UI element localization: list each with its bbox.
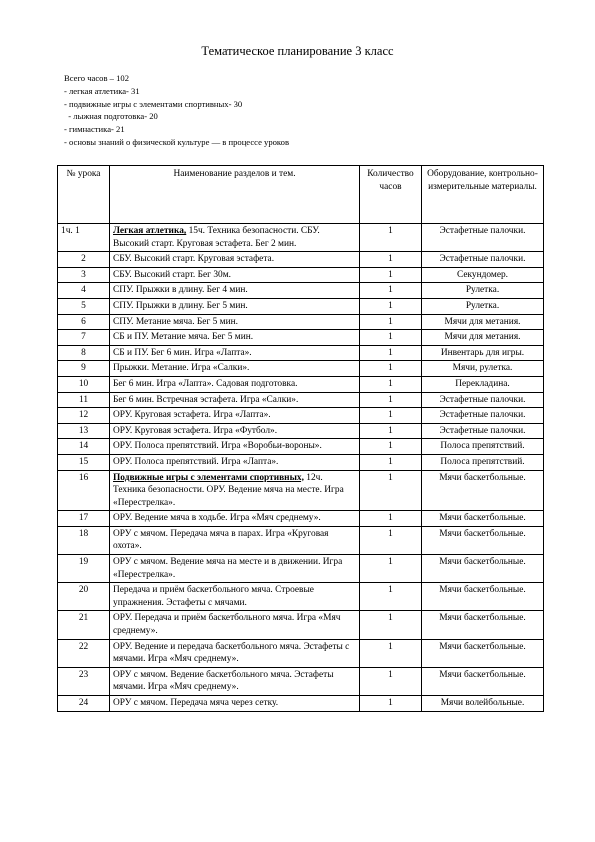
lesson-topic: ОРУ. Ведение и передача баскетбольного мяча. Эстафеты с мячами. Игра «Мяч среднему». <box>113 641 350 665</box>
lesson-hours: 1 <box>360 267 422 283</box>
table-row <box>58 439 544 455</box>
lesson-topic-cell <box>110 408 360 424</box>
lesson-number: 6 <box>58 314 110 330</box>
lesson-topic: ОРУ с мячом. Передача мяча в парах. Игра «Круговая охота». <box>113 528 329 552</box>
lesson-equipment: Мячи баскетбольные. <box>422 583 544 611</box>
lesson-hours: 1 <box>360 314 422 330</box>
lesson-equipment: Эстафетные палочки. <box>422 392 544 408</box>
lesson-equipment: Мячи баскетбольные. <box>422 470 544 511</box>
lesson-topic: ОРУ. Ведение мяча в ходьбе. Игра «Мяч среднему». <box>113 513 321 524</box>
lesson-equipment: Мячи баскетбольные. <box>422 639 544 667</box>
lesson-hours: 1 <box>360 583 422 611</box>
lesson-number: 19 <box>58 555 110 583</box>
table-row <box>58 224 544 252</box>
lesson-topic-cell <box>110 454 360 470</box>
lesson-topic-cell <box>110 696 360 712</box>
lesson-hours: 1 <box>360 639 422 667</box>
lesson-number: 16 <box>58 470 110 511</box>
lesson-number: 21 <box>58 611 110 639</box>
table-row <box>58 345 544 361</box>
section-hours: 12ч. <box>306 472 323 483</box>
lesson-hours: 1 <box>360 361 422 377</box>
lesson-topic-cell <box>110 555 360 583</box>
section-hours: 15ч. <box>188 226 206 236</box>
lesson-topic-cell <box>110 423 360 439</box>
lesson-equipment: Мячи, рулетка. <box>422 361 544 377</box>
lesson-hours: 1 <box>360 283 422 299</box>
lesson-equipment: Эстафетные палочки. <box>422 423 544 439</box>
lesson-equipment: Мячи для метания. <box>422 330 544 346</box>
lesson-hours: 1 <box>360 454 422 470</box>
lesson-equipment: Эстафетные палочки. <box>422 408 544 424</box>
table-row <box>58 667 544 695</box>
lesson-topic: ОРУ с мячом. Ведение мяча на месте и в движении. Игра «Перестрелка». <box>113 557 343 580</box>
lesson-topic: СПУ. Метание мяча. Бег 5 мин. <box>113 316 238 327</box>
table-row <box>58 611 544 639</box>
table-row <box>58 526 544 554</box>
summary-item: - подвижные игры с элементами спортивных- 30 <box>64 98 243 109</box>
header-topic: Наименование разделов и тем. <box>110 166 360 224</box>
lesson-equipment: Мячи баскетбольные. <box>422 667 544 695</box>
table-row <box>58 376 544 392</box>
lesson-number: 17 <box>58 511 110 527</box>
lesson-topic: СБУ. Высокий старт. Бег 30м. <box>113 269 231 280</box>
lesson-topic: СПУ. Прыжки в длину. Бег 5 мин. <box>113 300 248 311</box>
section-title: Легкая атлетика, <box>113 226 187 236</box>
lesson-number: 15 <box>58 454 110 470</box>
lesson-topic-cell <box>110 267 360 283</box>
table-row <box>58 298 544 314</box>
table-row <box>58 555 544 583</box>
lesson-topic-cell <box>110 330 360 346</box>
lesson-topic: ОРУ. Передача и приём баскетбольного мяча. Игра «Мяч среднему». <box>113 613 341 637</box>
lesson-topic: ОРУ с мячом. Ведение баскетбольного мяча. Эстафеты мячами. Игра «Мяч среднему». <box>113 669 334 693</box>
lesson-number: 1ч. 1 <box>58 224 110 252</box>
summary-item: - лыжная подготовка- 20 <box>64 111 158 122</box>
section-title: Подвижные игры с элементами спортивных, <box>113 472 304 483</box>
table-row <box>58 423 544 439</box>
lesson-number: 11 <box>58 392 110 408</box>
lesson-number: 24 <box>58 696 110 712</box>
lesson-equipment: Мячи баскетбольные. <box>422 526 544 554</box>
lesson-number: 18 <box>58 526 110 554</box>
table-row <box>58 470 544 511</box>
lesson-equipment: Полоса препятствий. <box>422 454 544 470</box>
table-row <box>58 696 544 712</box>
lesson-hours: 1 <box>360 611 422 639</box>
table-row <box>58 267 544 283</box>
lesson-topic: ОРУ с мячом. Передача мяча через сетку. <box>113 698 279 708</box>
lesson-equipment: Мячи баскетбольные. <box>422 511 544 527</box>
lesson-hours: 1 <box>360 511 422 527</box>
summary-total: Всего часов – 102 <box>64 73 130 83</box>
table-row <box>58 511 544 527</box>
lesson-equipment: Мячи волейбольные. <box>422 696 544 712</box>
header-equipment: Оборудование, контрольно-измерительные материалы. <box>422 166 544 224</box>
lesson-number: 22 <box>58 639 110 667</box>
table-header-row <box>58 166 544 224</box>
lesson-topic-cell <box>110 345 360 361</box>
lesson-equipment: Перекладина. <box>422 376 544 392</box>
summary-item: - основы знаний о физической культуре — в процессе уроков <box>64 136 290 147</box>
table-row <box>58 252 544 268</box>
table-row <box>58 454 544 470</box>
lesson-topic-cell <box>110 583 360 611</box>
table-row <box>58 283 544 299</box>
lesson-topic-cell <box>110 611 360 639</box>
lesson-number: 12 <box>58 408 110 424</box>
lesson-equipment: Эстафетные палочки. <box>422 224 544 252</box>
lesson-topic: СБ и ПУ. Метание мяча. Бег 5 мин. <box>113 332 254 343</box>
header-lesson-number: № урока <box>58 166 110 224</box>
table-body <box>58 224 544 712</box>
lesson-hours: 1 <box>360 470 422 511</box>
lesson-number: 8 <box>58 345 110 361</box>
lesson-hours: 1 <box>360 298 422 314</box>
lesson-number: 10 <box>58 376 110 392</box>
lesson-number: 14 <box>58 439 110 455</box>
lesson-topic: Бег 6 мин. Игра «Лапта». Садовая подготовка. <box>113 378 298 389</box>
page-title: Тематическое планирование 3 класс <box>201 44 394 58</box>
lesson-hours: 1 <box>360 439 422 455</box>
lesson-equipment: Рулетка. <box>422 283 544 299</box>
lesson-topic-cell <box>110 439 360 455</box>
table-row <box>58 583 544 611</box>
lesson-number: 7 <box>58 330 110 346</box>
lesson-equipment: Рулетка. <box>422 298 544 314</box>
lesson-topic-cell <box>110 639 360 667</box>
lesson-equipment: Инвентарь для игры. <box>422 345 544 361</box>
lesson-topic-cell <box>110 224 360 252</box>
lesson-topic-cell <box>110 511 360 527</box>
lesson-number: 23 <box>58 667 110 695</box>
lesson-topic-cell <box>110 667 360 695</box>
lesson-hours: 1 <box>360 408 422 424</box>
lesson-equipment: Секундомер. <box>422 267 544 283</box>
lesson-topic-cell <box>110 470 360 511</box>
table-row <box>58 639 544 667</box>
table-row <box>58 330 544 346</box>
lesson-topic-cell <box>110 361 360 377</box>
lesson-topic: СБ и ПУ. Бег 6 мин. Игра «Лапта». <box>113 347 252 358</box>
lesson-topic: СПУ. Прыжки в длину. Бег 4 мин. <box>113 285 248 296</box>
lesson-hours: 1 <box>360 423 422 439</box>
table-row <box>58 408 544 424</box>
lesson-topic-cell <box>110 314 360 330</box>
lesson-equipment: Мячи баскетбольные. <box>422 611 544 639</box>
table-row <box>58 314 544 330</box>
lesson-topic-cell <box>110 376 360 392</box>
lesson-topic: ОРУ. Полоса препятствий. Игра «Лапта». <box>113 456 279 467</box>
lesson-number: 2 <box>58 252 110 268</box>
lesson-hours: 1 <box>360 526 422 554</box>
lesson-number: 3 <box>58 267 110 283</box>
lesson-hours: 1 <box>360 224 422 252</box>
lesson-number: 13 <box>58 423 110 439</box>
lesson-hours: 1 <box>360 667 422 695</box>
lesson-topic: Техника безопасности. СБУ. Высокий старт. Круговая эстафета. Бег 2 мин. <box>113 226 320 249</box>
lesson-topic-cell <box>110 252 360 268</box>
lesson-number: 9 <box>58 361 110 377</box>
lesson-hours: 1 <box>360 330 422 346</box>
lesson-topic: Бег 6 мин. Встречная эстафета. Игра «Салки». <box>113 394 299 405</box>
table-row <box>58 361 544 377</box>
lesson-number: 5 <box>58 298 110 314</box>
summary-item: - легкая атлетика- 31 <box>64 85 140 96</box>
lesson-hours: 1 <box>360 696 422 712</box>
lesson-topic: ОРУ. Круговая эстафета. Игра «Лапта». <box>113 410 271 421</box>
lesson-equipment: Эстафетные палочки. <box>422 252 544 268</box>
lesson-hours: 1 <box>360 555 422 583</box>
lesson-number: 4 <box>58 283 110 299</box>
lesson-topic-cell <box>110 392 360 408</box>
lesson-hours: 1 <box>360 392 422 408</box>
lesson-topic: СБУ. Высокий старт. Круговая эстафета. <box>113 254 275 265</box>
lesson-topic: Техника безопасности. ОРУ. Ведение мяча на месте. Игра «Перестрелка». <box>113 485 344 508</box>
lesson-hours: 1 <box>360 252 422 268</box>
lesson-topic: ОРУ. Полоса препятствий. Игра «Воробьи-вороны». <box>113 441 322 452</box>
lesson-topic: ОРУ. Круговая эстафета. Игра «Футбол». <box>113 425 278 436</box>
lesson-topic-cell <box>110 526 360 554</box>
summary-item: - гимнастика- 21 <box>64 124 125 135</box>
lesson-topic: Передача и приём баскетбольного мяча. Строевые упражнения. Эстафеты с мячами. <box>113 585 314 608</box>
lesson-hours: 1 <box>360 345 422 361</box>
lesson-hours: 1 <box>360 376 422 392</box>
lesson-number: 20 <box>58 583 110 611</box>
table-row <box>58 392 544 408</box>
header-hours: Количество часов <box>360 166 422 224</box>
lesson-plan-table <box>57 165 544 712</box>
lesson-equipment: Мячи для метания. <box>422 314 544 330</box>
lesson-topic-cell <box>110 298 360 314</box>
hours-summary <box>64 72 289 149</box>
lesson-topic-cell <box>110 283 360 299</box>
lesson-equipment: Полоса препятствий. <box>422 439 544 455</box>
lesson-topic: Прыжки. Метание. Игра «Салки». <box>113 363 250 374</box>
lesson-equipment: Мячи баскетбольные. <box>422 555 544 583</box>
